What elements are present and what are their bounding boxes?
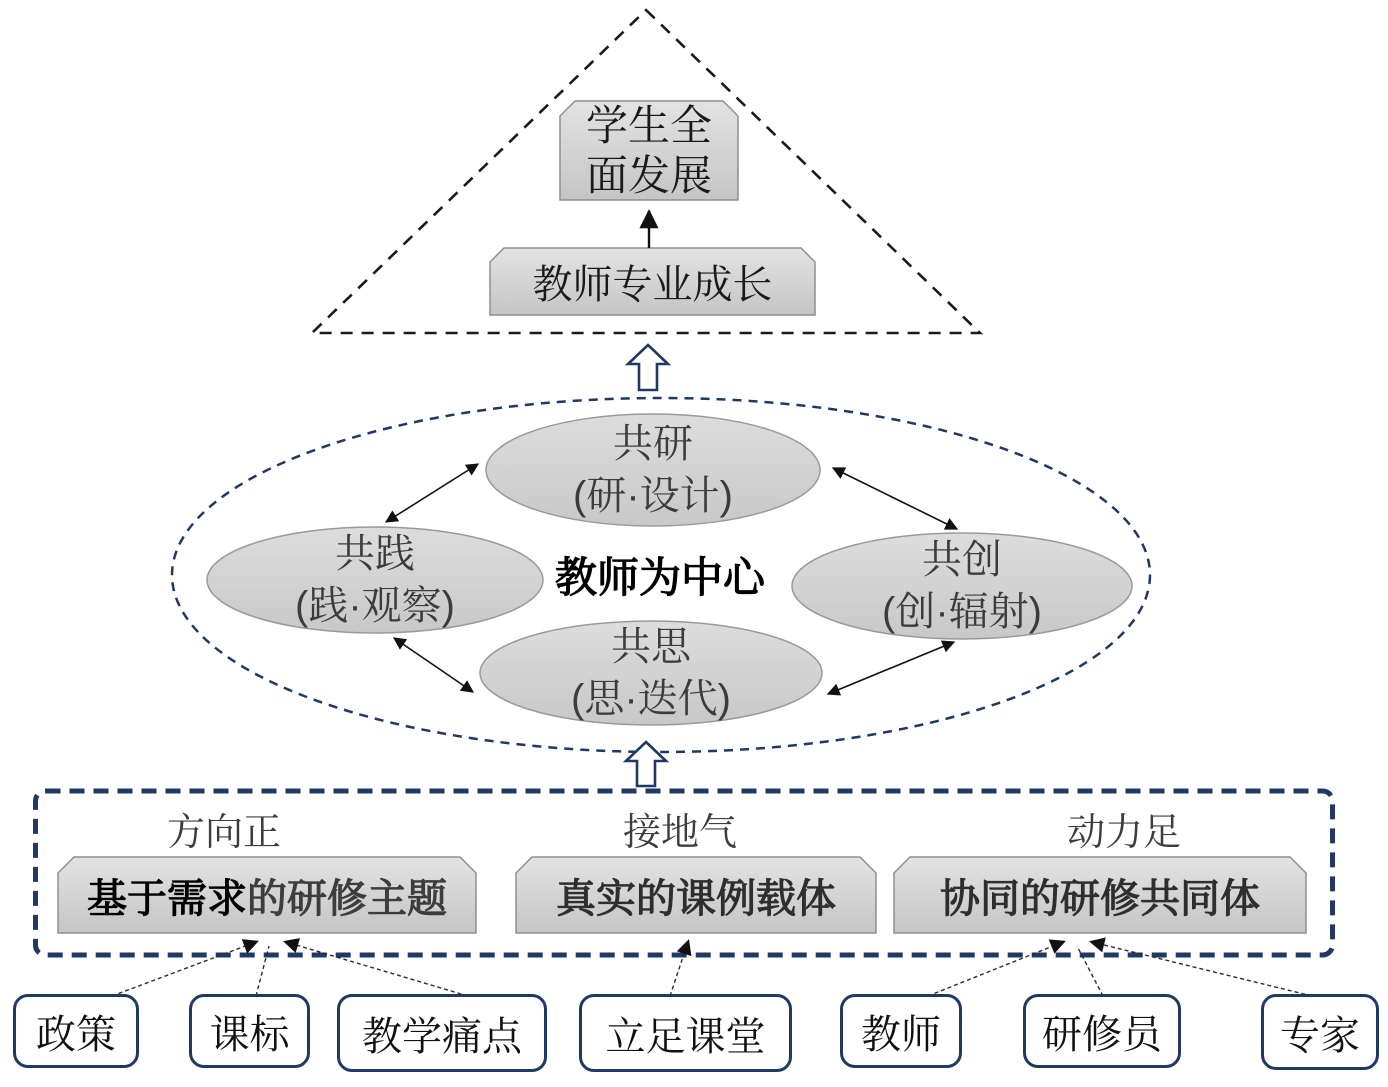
source-box-tongdian bbox=[337, 994, 547, 1072]
source-box-jiaoshi bbox=[840, 994, 962, 1068]
teacher-centered-label: 教师为中心 bbox=[554, 554, 765, 601]
node-gongjian-title: 共践 bbox=[335, 531, 415, 576]
theme-box-rest-text: 的研修主题 bbox=[247, 876, 447, 921]
source-box-zhengce bbox=[13, 994, 139, 1068]
teacher-growth-label: 教师专业成长 bbox=[532, 263, 773, 307]
student-development-line1: 学生全 bbox=[585, 102, 712, 150]
node-gongyan-title: 共研 bbox=[613, 422, 693, 466]
node-gongsi-title: 共思 bbox=[611, 625, 691, 669]
carrier-box-label bbox=[516, 857, 876, 933]
community-box-text: 协同的研修共同体 bbox=[940, 876, 1260, 921]
source-box-kebiao bbox=[189, 994, 310, 1068]
up-block-arrow-icon-top bbox=[628, 345, 668, 390]
node-gongchuang-label bbox=[792, 533, 1132, 638]
theme-box-strong-text: 基于需求 bbox=[87, 876, 247, 921]
student-development-label bbox=[560, 101, 738, 200]
connector-jiaoshi bbox=[928, 942, 1063, 996]
arrow-gongyan-gongchuang bbox=[833, 468, 957, 529]
source-label-jiaoshi: 教师 bbox=[861, 1012, 941, 1057]
column-label-motivation: 动力足 bbox=[1066, 811, 1181, 854]
arrow-gongjian-gongyan bbox=[386, 464, 478, 522]
connector-ketang bbox=[670, 942, 688, 996]
node-gongsi-label bbox=[480, 621, 822, 725]
source-box-zhuanjia bbox=[1261, 994, 1379, 1070]
source-label-zhengce: 政策 bbox=[36, 1012, 116, 1057]
arrow-gongjian-gongsi bbox=[394, 638, 473, 692]
connector-tongdian bbox=[286, 942, 468, 996]
source-label-kebiao: 课标 bbox=[209, 1012, 290, 1057]
node-gongchuang-title: 共创 bbox=[922, 537, 1002, 582]
arrow-gongsi-gongchuang bbox=[828, 642, 954, 694]
source-label-tongdian: 教学痛点 bbox=[362, 1014, 522, 1059]
node-gongjian-label bbox=[207, 527, 543, 632]
theme-box-label bbox=[58, 857, 476, 933]
node-gongyan-label bbox=[486, 414, 820, 526]
source-label-ketang: 立足课堂 bbox=[605, 1014, 766, 1059]
column-label-direction: 方向正 bbox=[166, 811, 281, 854]
node-gongsi-subtitle: (思·迭代) bbox=[571, 677, 731, 721]
connector-zhuanjia bbox=[1092, 942, 1312, 996]
column-label-grounded: 接地气 bbox=[622, 811, 737, 854]
up-block-arrow-icon-bottom bbox=[626, 742, 666, 786]
node-gongchuang-subtitle: (创·辐射) bbox=[882, 589, 1042, 634]
source-label-zhuanjia: 专家 bbox=[1280, 1013, 1360, 1058]
student-development-line2: 面发展 bbox=[585, 151, 712, 199]
connector-kebiao bbox=[256, 946, 269, 996]
connector-zhengce bbox=[112, 942, 256, 996]
source-label-yanxiuyuan: 研修员 bbox=[1042, 1012, 1162, 1057]
source-box-ketang bbox=[579, 994, 792, 1072]
source-box-yanxiuyuan bbox=[1023, 994, 1181, 1068]
carrier-box-text: 真实的课例载体 bbox=[556, 876, 836, 921]
node-gongyan-subtitle: (研·设计) bbox=[573, 474, 733, 518]
node-gongjian-subtitle: (践·观察) bbox=[295, 583, 455, 628]
community-box-label bbox=[894, 857, 1306, 933]
